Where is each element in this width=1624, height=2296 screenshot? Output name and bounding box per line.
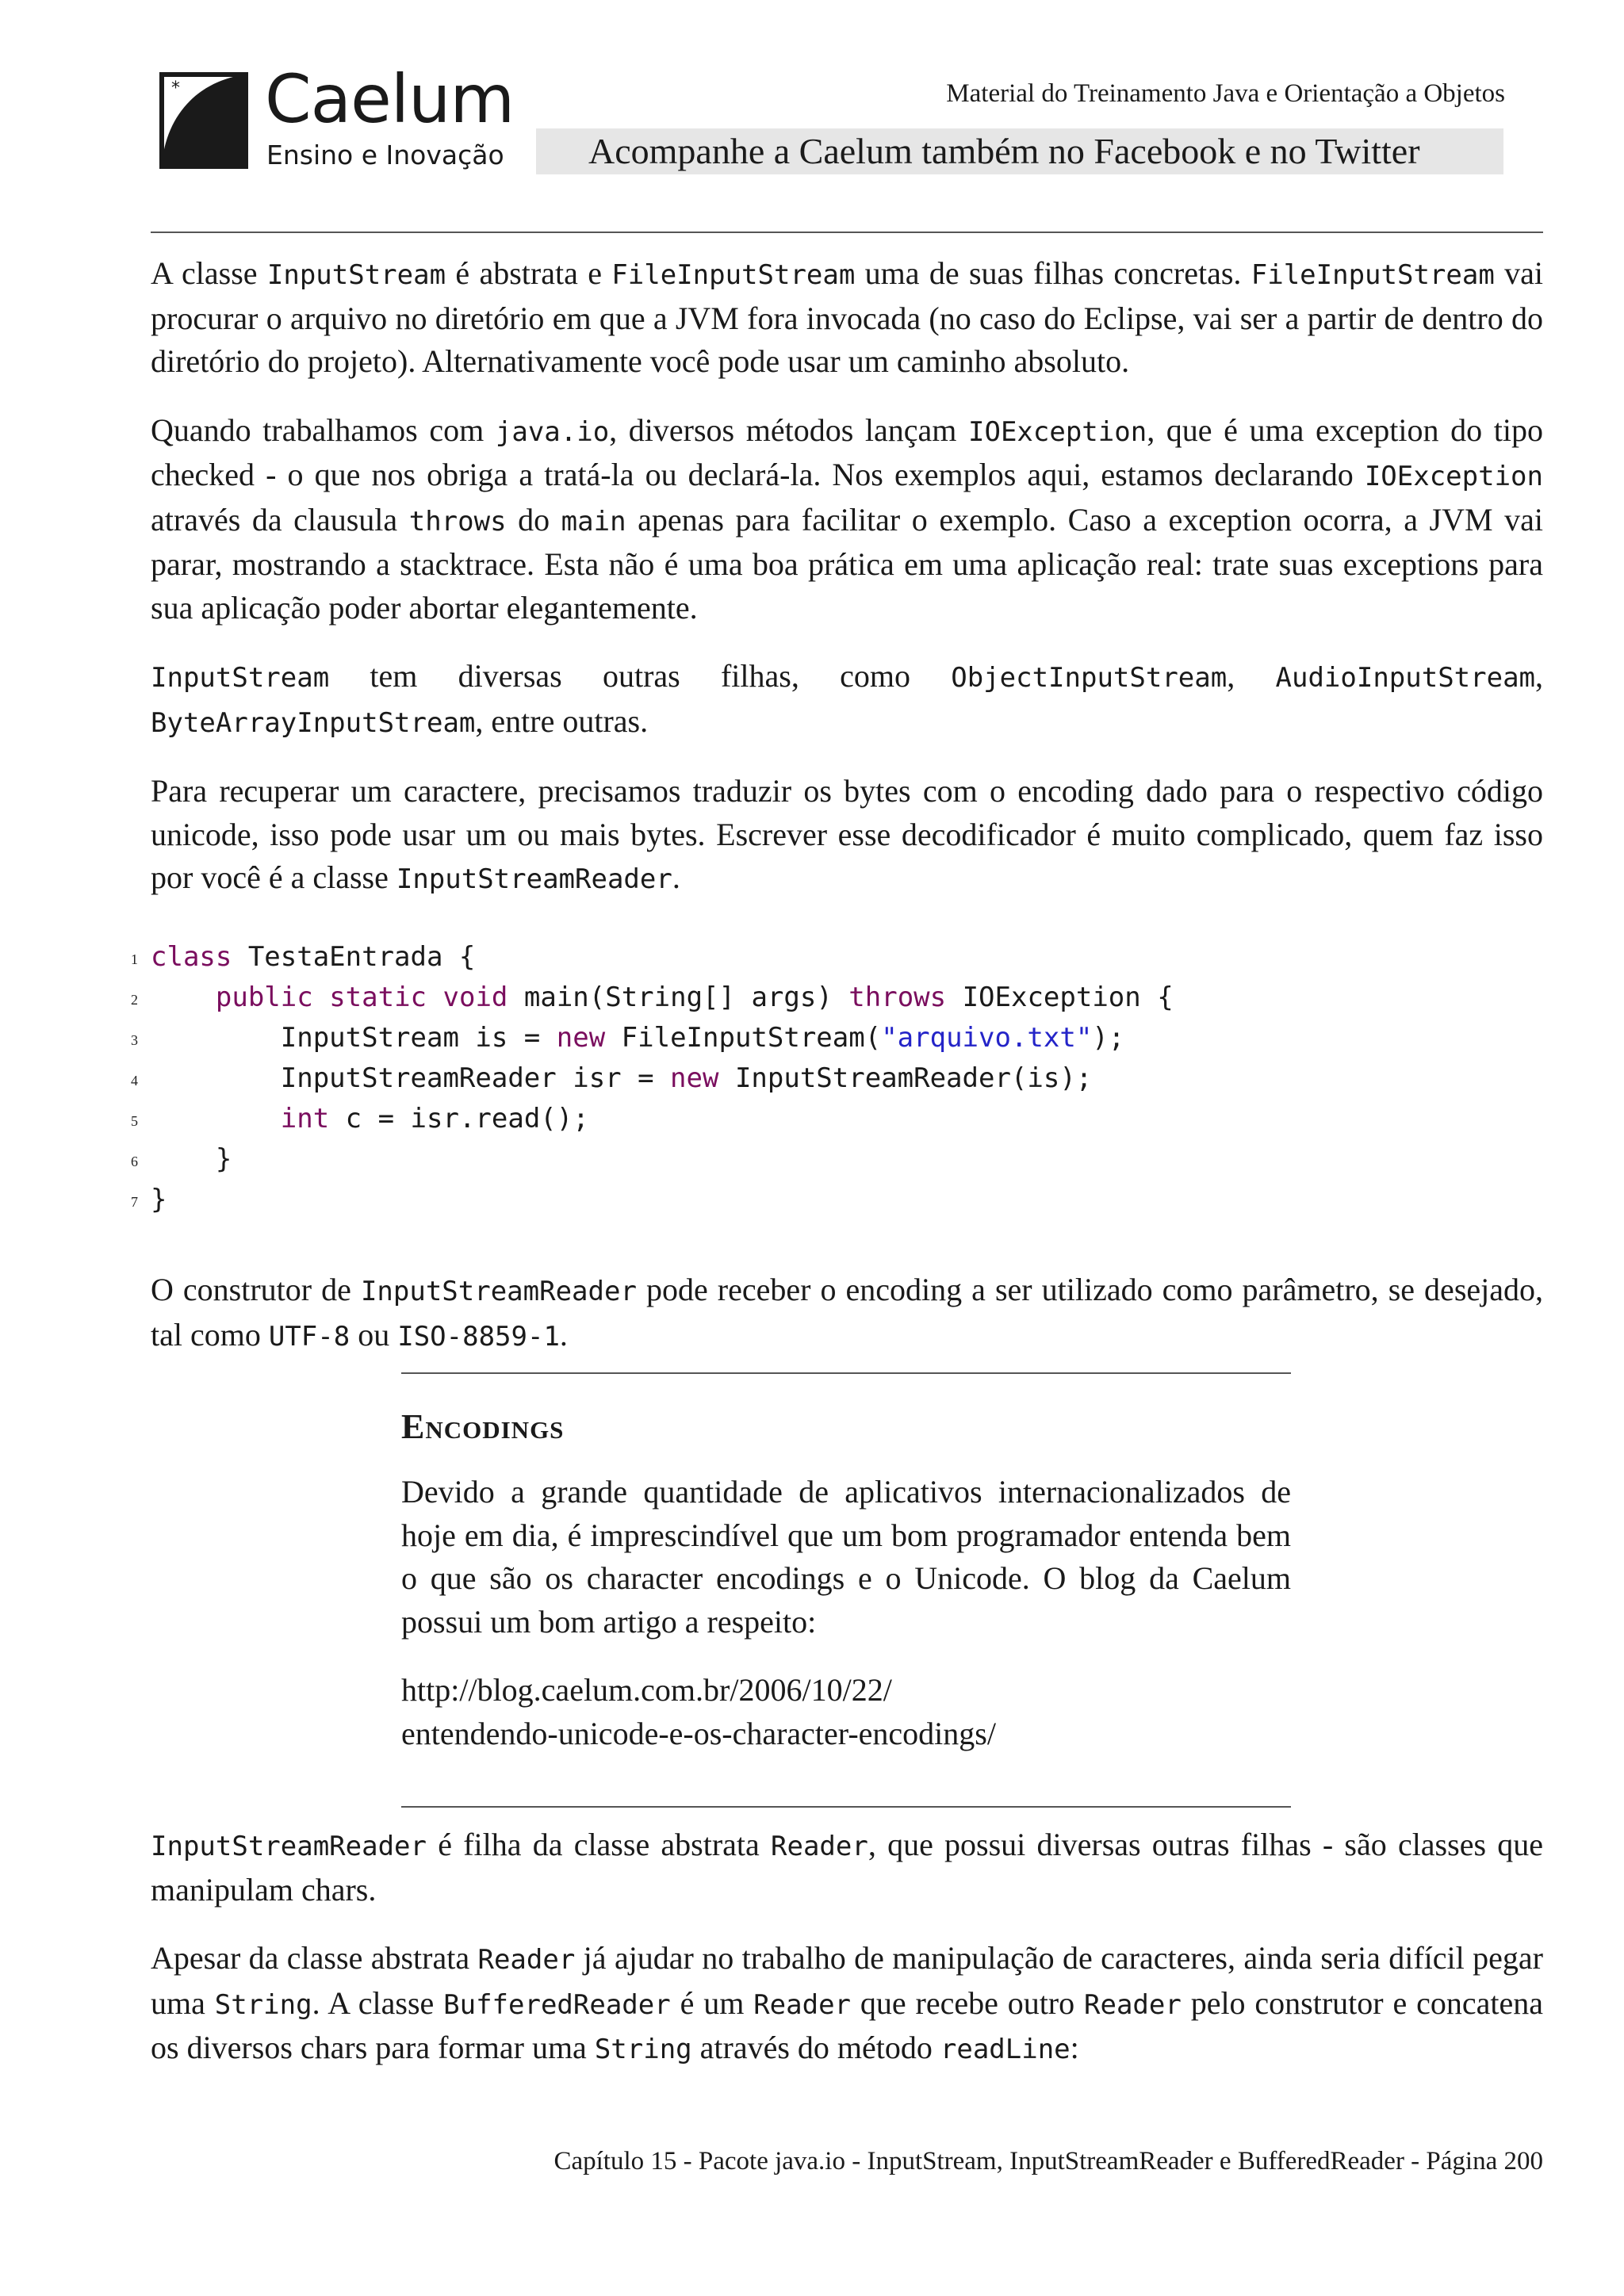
svg-text:*: * [171, 78, 180, 98]
paragraph-2: Quando trabalhamos com java.io, diversos métodos lançam IOException, que é uma exception do tipo checked - o que nos obriga a tratá-la ou declará-la. Nos exemplos aqui, estamos declarando IOException através da clausula throws do main apenas para facilitar o exemplo. Caso a exception ocorra, a JVM vai parar, mostrando a stacktrace. Esta não é uma boa prática em uma aplicação real: trate suas exceptions para sua aplicação poder abortar elegantemente. [151, 411, 1544, 626]
caelum-logo [157, 60, 515, 174]
code-text: InputStreamReader isr = new InputStreamReader(is); [280, 1062, 1093, 1094]
box-url-line-2: entendendo-unicode-e-os-character-encodings/ [401, 1715, 996, 1751]
paragraph-1: A classe InputStream é abstrata e FileInputStream uma de suas filhas concretas. FileInputStream vai procurar o arquivo no diretório em que a JVM fora invocada (no caso do Eclipse, vai ser a partir de dentro do diretório do projeto). Alternativamente você pode usar um caminho absoluto. [151, 255, 1544, 379]
line-number: 7 [131, 1194, 138, 1210]
paragraph-5: O construtor de InputStreamReader pode receber o encoding a ser utilizado como parâmetro, se desejado, tal como UTF-8 ou ISO-8859-1. [151, 1272, 1544, 1353]
line-number: 3 [131, 1032, 138, 1048]
box-bottom-rule [401, 1806, 1291, 1808]
box-url-line-1: http://blog.caelum.com.br/2006/10/22/ [401, 1672, 892, 1708]
paragraph-3 [151, 655, 1543, 744]
line-number: 4 [131, 1073, 138, 1089]
code-text: } [151, 1143, 232, 1175]
line-number: 6 [131, 1154, 138, 1169]
header-subtitle: Material do Treinamento Java e Orientação a Objetos [946, 79, 1505, 108]
code-line [119, 1139, 1543, 1180]
code-line [119, 1018, 1543, 1058]
caelum-logo-mark-icon [157, 70, 251, 171]
code-text: int c = isr.read(); [280, 1103, 589, 1135]
code-text: class TestaEntrada { [151, 941, 476, 973]
code-listing [119, 937, 1543, 1220]
paragraph-3-line-1: InputStream tem diversas outras filhas, como ObjectInputStream, AudioInputStream, [151, 658, 1544, 694]
line-number: 2 [131, 992, 138, 1008]
header-divider [151, 232, 1543, 233]
logo-name: Caelum [265, 60, 515, 138]
logo-tagline: Ensino e Inovação [266, 140, 504, 170]
box-url [401, 1669, 1291, 1755]
header-banner [536, 128, 1503, 174]
code-text: public static void main(String[] args) throws IOException { [215, 982, 1174, 1013]
line-number: 5 [131, 1113, 138, 1129]
body-content-after-code [151, 1269, 1543, 1383]
page-footer: Capítulo 15 - Pacote java.io - InputStream, InputStreamReader e BufferedReader - Página 200 [553, 2147, 1543, 2175]
code-line [119, 1099, 1543, 1139]
code-line [119, 1058, 1543, 1099]
body-content-after-box [151, 1823, 1543, 2097]
code-line [119, 937, 1543, 978]
code-line [119, 1180, 1543, 1220]
code-text: } [151, 1184, 167, 1215]
header-banner-text: Acompanhe a Caelum também no Facebook e no Twitter [588, 131, 1420, 171]
box-top-rule [401, 1372, 1291, 1374]
box-text: Devido a grande quantidade de aplicativos internacionalizados de hoje em dia, é imprescindível que um bom programador entenda bem o que são os character encodings e o Unicode. O blog da Caelum possui um bom artigo a respeito: [401, 1474, 1291, 1640]
paragraph-4: Para recuperar um caractere, precisamos traduzir os bytes com o encoding dado para o respectivo código unicode, isso pode usar um ou mais bytes. Escrever esse decodificador é muito complicado, quem faz isso por você é a classe InputStreamReader. [151, 773, 1543, 895]
paragraph-6: InputStreamReader é filha da classe abstrata Reader, que possui diversas outras filhas - são classes que manipulam chars. [151, 1827, 1543, 1908]
line-number: 1 [131, 951, 138, 967]
code-line [119, 978, 1543, 1018]
encodings-box [401, 1406, 1291, 1755]
body-content [151, 252, 1543, 927]
box-title: Encodings [401, 1407, 565, 1446]
code-text: InputStream is = new FileInputStream("arquivo.txt"); [280, 1022, 1125, 1054]
paragraph-7: Apesar da classe abstrata Reader já ajudar no trabalho de manipulação de caracteres, ainda seria difícil pegar uma String. A classe BufferedReader é um Reader que recebe outro Reader pelo construtor e concatena os diversos chars para formar uma String através do método readLine: [151, 1940, 1543, 2065]
paragraph-3-line-2: ByteArrayInputStream, entre outras. [151, 702, 649, 739]
